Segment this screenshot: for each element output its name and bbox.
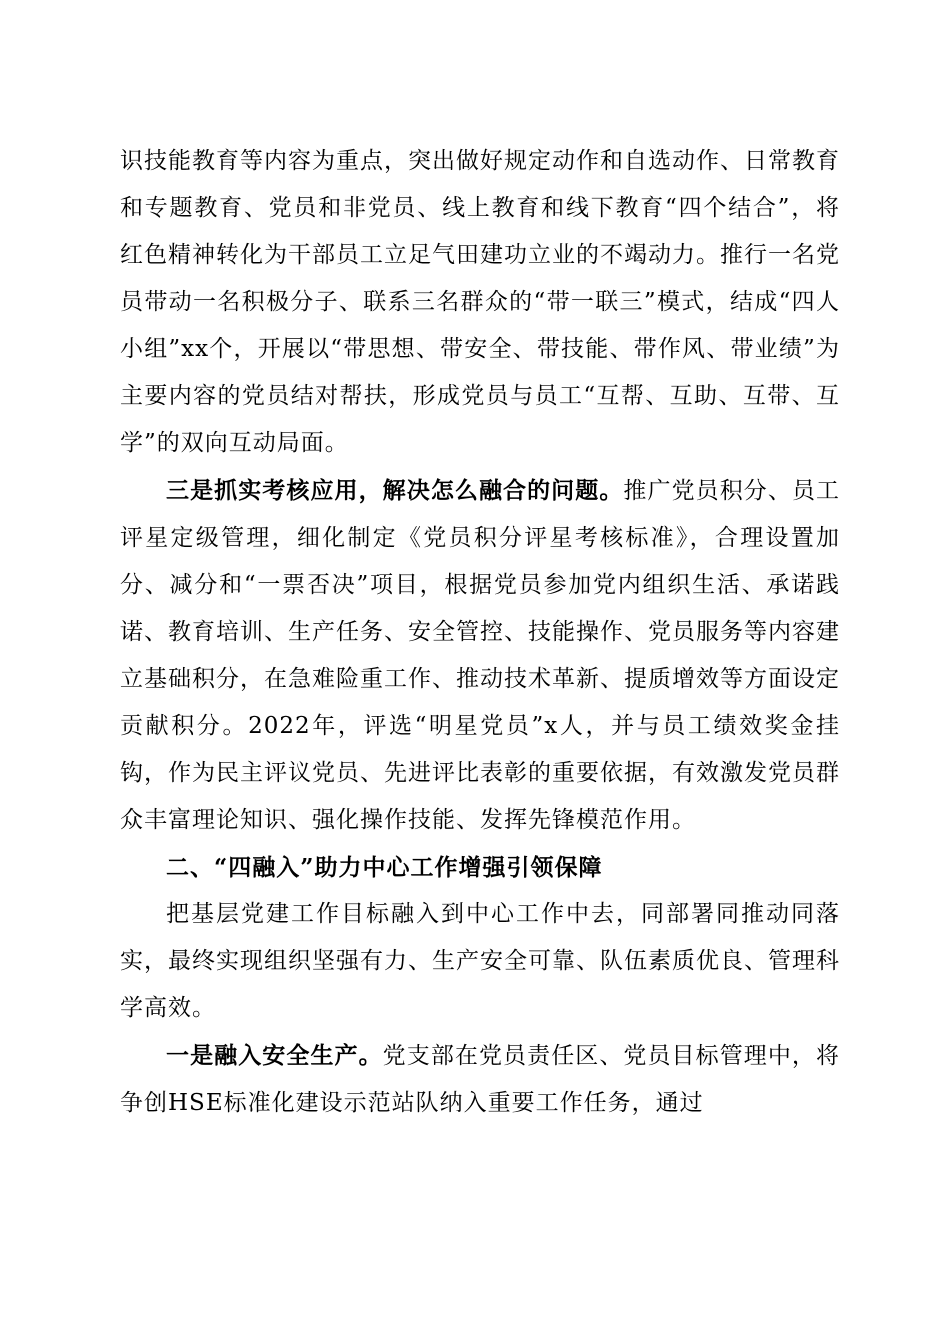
section-heading: 二、“四融入”助力中心工作增强引领保障 bbox=[166, 854, 603, 881]
paragraph-body: 党支部在党员责任区、党员目标管理中，将争创HSE标准化建设示范站队纳入重要工作任务，通过 bbox=[120, 1043, 841, 1116]
document-page bbox=[120, 138, 840, 1127]
paragraph-assessment bbox=[120, 467, 840, 844]
paragraph-continued: 识技能教育等内容为重点，突出做好规定动作和自选动作、日常教育和专题教育、党员和非党员、线上教育和线下教育“四个结合”，将红色精神转化为干部员工立足气田建功立业的不竭动力。推行一名党员带动一名积极分子、联系三名群众的“带一联三”模式，结成“四人小组”xx个，开展以“带思想、带安全、带技能、带作风、带业绩”为主要内容的党员结对帮扶，形成党员与员工“互帮、互助、互带、互学”的双向互动局面。 bbox=[120, 148, 840, 456]
paragraph-body: 推广党员积分、员工评星定级管理，细化制定《党员积分评星考核标准》，合理设置加分、减分和“一票否决”项目，根据党员参加党内组织生活、承诺践诺、教育培训、生产任务、安全管控、技能操作、党员服务等内容建立基础积分，在急难险重工作、推动技术革新、提质增效等方面设定贡献积分。2022年，评选“明星党员”x人，并与员工绩效奖金挂钩，作为民主评议党员、先进评比表彰的重要依据，有效激发党员群众丰富理论知识、强化操作技能、发挥先锋模范作用。 bbox=[120, 478, 841, 833]
paragraph-safety-production bbox=[120, 1032, 840, 1127]
paragraph-lead: 一是融入安全生产。 bbox=[166, 1042, 383, 1069]
paragraph-section-intro: 把基层党建工作目标融入到中心工作中去，同部署同推动同落实，最终实现组织坚强有力、生产安全可靠、队伍素质优良、管理科学高效。 bbox=[120, 901, 840, 1021]
paragraph-lead: 三是抓实考核应用，解决怎么融合的问题。 bbox=[166, 477, 624, 504]
